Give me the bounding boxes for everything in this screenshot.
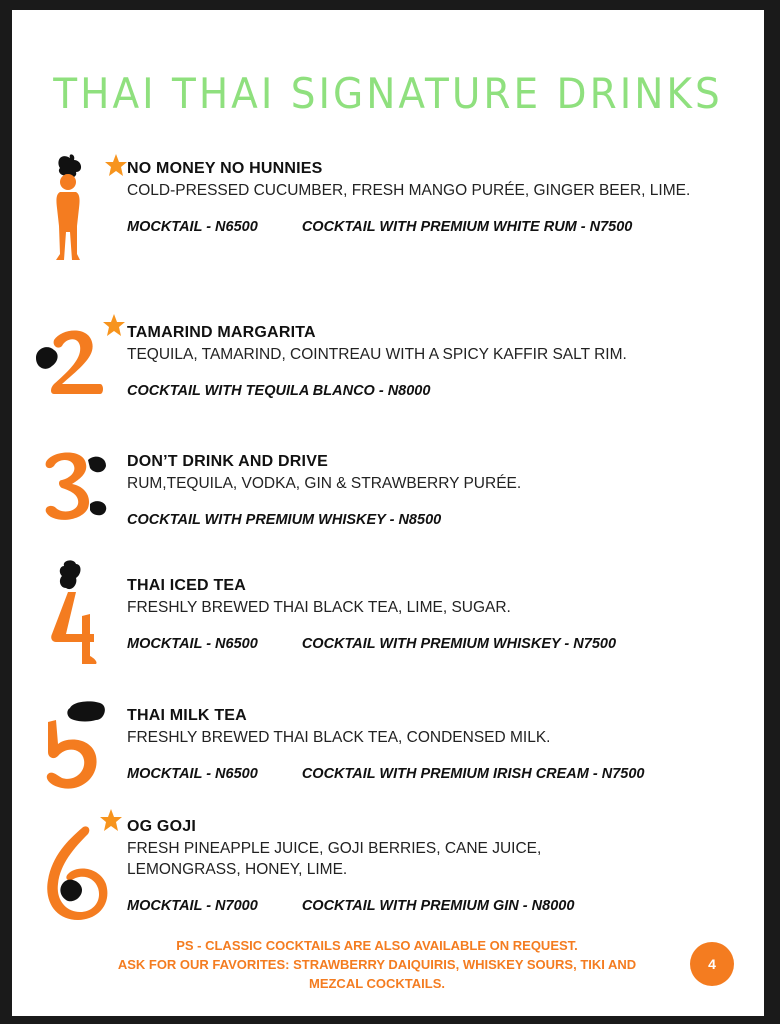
drink-price: COCKTAIL WITH PREMIUM WHISKEY - N7500 xyxy=(301,636,617,652)
numeral-6-icon xyxy=(42,824,114,922)
drink-description: RUM,TEQUILA, VODKA, GIN & STRAWBERRY PURÉE. xyxy=(127,475,522,492)
drink-prices xyxy=(127,219,737,235)
drink-description: COLD-PRESSED CUCUMBER, FRESH MANGO PURÉE, GINGER BEER, LIME. xyxy=(127,182,691,199)
drink-name: THAI MILK TEA xyxy=(127,707,247,724)
drink-price: MOCKTAIL - N6500 xyxy=(127,636,258,652)
drink-description: FRESH PINEAPPLE JUICE, GOJI BERRIES, CANE JUICE, LEMONGRASS, HONEY, LIME. xyxy=(127,840,542,878)
drink-name: OG GOJI xyxy=(127,818,196,835)
footer-line: ASK FOR OUR FAVORITES: STRAWBERRY DAIQUIRIS, WHISKEY SOURS, TIKI AND MEZCAL COCKTAILS. xyxy=(117,957,637,991)
drink-name: DON’T DRINK AND DRIVE xyxy=(127,453,328,470)
drink-description: TEQUILA, TAMARIND, COINTREAU WITH A SPICY KAFFIR SALT RIM. xyxy=(127,346,627,363)
drink-price: MOCKTAIL - N6500 xyxy=(127,766,258,782)
drink-item xyxy=(127,453,737,528)
star-icon xyxy=(104,153,128,177)
drink-price: COCKTAIL WITH PREMIUM WHITE RUM - N7500 xyxy=(301,219,633,235)
footer-line: PS - CLASSIC COCKTAILS ARE ALSO AVAILABLE ON REQUEST. xyxy=(176,938,578,953)
drink-name: TAMARIND MARGARITA xyxy=(127,324,316,341)
numeral-3-icon xyxy=(38,446,110,526)
drink-name: THAI ICED TEA xyxy=(127,577,247,594)
numeral-2-icon xyxy=(32,318,112,402)
page-title: THAI THAI SIGNATURE DRINKS xyxy=(53,70,723,119)
drink-item xyxy=(127,160,737,235)
drink-prices xyxy=(127,383,737,399)
drink-prices xyxy=(127,636,737,652)
drink-description: FRESHLY BREWED THAI BLACK TEA, CONDENSED MILK. xyxy=(127,729,551,746)
numeral-4-icon xyxy=(42,558,106,666)
numeral-1-icon xyxy=(46,150,96,266)
drink-price: MOCKTAIL - N6500 xyxy=(127,219,258,235)
drink-item xyxy=(127,818,737,914)
drink-item xyxy=(127,577,737,652)
drink-item xyxy=(127,707,737,782)
drink-price: COCKTAIL WITH PREMIUM WHISKEY - N8500 xyxy=(127,512,442,528)
star-icon xyxy=(99,808,123,832)
numeral-5-icon xyxy=(40,700,110,796)
drink-price: MOCKTAIL - N7000 xyxy=(127,898,258,914)
drink-item xyxy=(127,324,737,399)
drink-name: NO MONEY NO HUNNIES xyxy=(127,160,323,177)
drink-price: COCKTAIL WITH PREMIUM GIN - N8000 xyxy=(301,898,575,914)
menu-page xyxy=(12,10,764,1016)
drink-prices xyxy=(127,898,737,914)
drink-price: COCKTAIL WITH PREMIUM IRISH CREAM - N7500 xyxy=(301,766,645,782)
page-number-badge: 4 xyxy=(690,942,734,986)
drink-description: FRESHLY BREWED THAI BLACK TEA, LIME, SUGAR. xyxy=(127,599,511,616)
drink-prices xyxy=(127,766,737,782)
footer-note xyxy=(92,936,662,993)
drink-price: COCKTAIL WITH TEQUILA BLANCO - N8000 xyxy=(127,383,431,399)
star-icon xyxy=(102,313,126,337)
drink-prices xyxy=(127,512,737,528)
